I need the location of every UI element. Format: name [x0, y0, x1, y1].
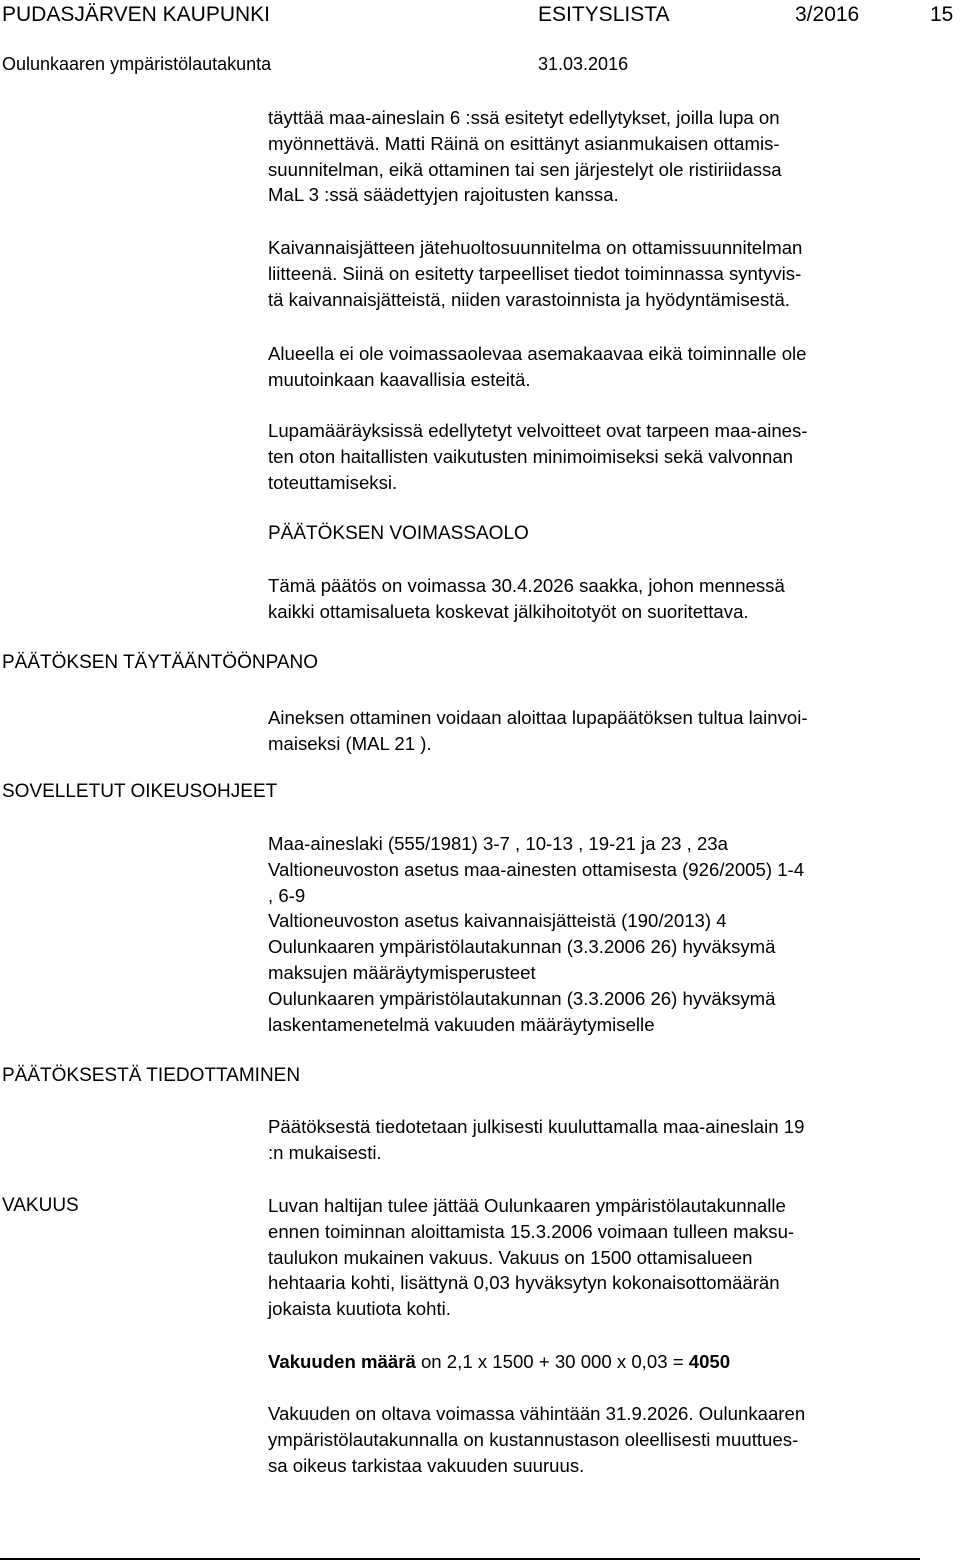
security-amount-value: 4050	[688, 1351, 731, 1372]
paragraph-validity: Tämä päätös on voimassa 30.4.2026 saakka, johon mennessä kaikki ottamisalueta koskevat jälkihoitotyöt on suoritettava.	[268, 575, 785, 622]
security-amount-label: Vakuuden määrä	[268, 1351, 416, 1372]
paragraph-security-validity: Vakuuden on oltava voimassa vähintään 31.9.2026. Oulunkaaren ympäristölautakunnalla on kustannustason oleellisesti muuttues- sa oikeus tarkistaa vakuuden suuruus.	[268, 1403, 806, 1476]
paragraph-waste-plan: Kaivannaisjätteen jätehuoltosuunnitelma on ottamissuunnitelman liitteenä. Siinä on esitetty tarpeelliset tiedot toiminnassa syntyvis- tä kaivannaisjätteistä, niiden varastoinnista ja hyödyntämisestä.	[268, 237, 803, 310]
security-amount-formula: on 2,1 x 1500 + 30 000 x 0,03 =	[415, 1351, 689, 1372]
page-number: 15	[930, 3, 954, 26]
paragraph-security-amount	[268, 1349, 948, 1375]
paragraph-applied-law: Maa-aineslaki (555/1981) 3-7 , 10-13 , 19-21 ja 23 , 23a Valtioneuvoston asetus maa-ainesten ottamisesta (926/2005) 1-4 , 6-9 Valtioneuvoston asetus kaivannaisjätteistä (190/2013) 4 Oulunkaaren ympäristölautakunnan (3.3.2006 26) hyväksymä maksujen määräytymisperusteet Oulunkaaren ympäristölautakunnan (3.3.2006 26) hyväksymä laskentamenetelmä vakuuden määräytymiselle	[268, 833, 805, 1035]
heading-implementation: PÄÄTÖKSEN TÄYTÄÄNTÖÖNPANO	[2, 652, 319, 673]
paragraph-conditions: täyttää maa-aineslain 6 :ssä esitetyt edellytykset, joilla lupa on myönnettävä. Matti Räinä on esittänyt asianmukaisen ottamis- suunnitelman, eikä ottaminen tai sen järjestelyt ole ristiriidassa MaL 3 :ssä säädettyjen rajoitusten kanssa.	[268, 107, 782, 206]
heading-notification: PÄÄTÖKSESTÄ TIEDOTTAMINEN	[2, 1065, 301, 1086]
paragraph-obligations: Lupamääräyksissä edellytetyt velvoitteet ovat tarpeen maa-aines- ten oton haitallisten vaikutusten minimoimiseksi sekä valvonnan toteuttamiseksi.	[268, 420, 808, 493]
paragraph-notification: Päätöksestä tiedotetaan julkisesti kuuluttamalla maa-aineslain 19 :n mukaisesti.	[268, 1116, 805, 1163]
heading-validity: PÄÄTÖKSEN VOIMASSAOLO	[268, 523, 529, 544]
page-header	[0, 0, 960, 80]
document-type: ESITYSLISTA	[538, 3, 670, 26]
board-name: Oulunkaaren ympäristölautakunta	[2, 54, 272, 74]
paragraph-zoning: Alueella ei ole voimassaolevaa asemakaavaa eikä toiminnalle ole muutoinkaan kaavallisia esteitä.	[268, 343, 807, 390]
footer-rule	[0, 1558, 920, 1560]
paragraph-security: Luvan haltijan tulee jättää Oulunkaaren ympäristölautakunnalle ennen toiminnan aloittamista 15.3.2006 voimaan tulleen maksu- taulukon mukainen vakuus. Vakuus on 1500 ottamisalueen hehtaaria kohti, lisättynä 0,03 hyväksytyn kokonaisottomäärän jokaista kuutiota kohti.	[268, 1195, 795, 1320]
issue-number: 3/2016	[795, 3, 860, 26]
heading-security: VAKUUS	[2, 1195, 79, 1216]
organization-name: PUDASJÄRVEN KAUPUNKI	[2, 3, 271, 26]
heading-applied-law: SOVELLETUT OIKEUSOHJEET	[2, 781, 278, 802]
meeting-date: 31.03.2016	[538, 54, 629, 74]
paragraph-implementation: Aineksen ottaminen voidaan aloittaa lupapäätöksen tultua lainvoi- maiseksi (MAL 21 ).	[268, 707, 808, 754]
